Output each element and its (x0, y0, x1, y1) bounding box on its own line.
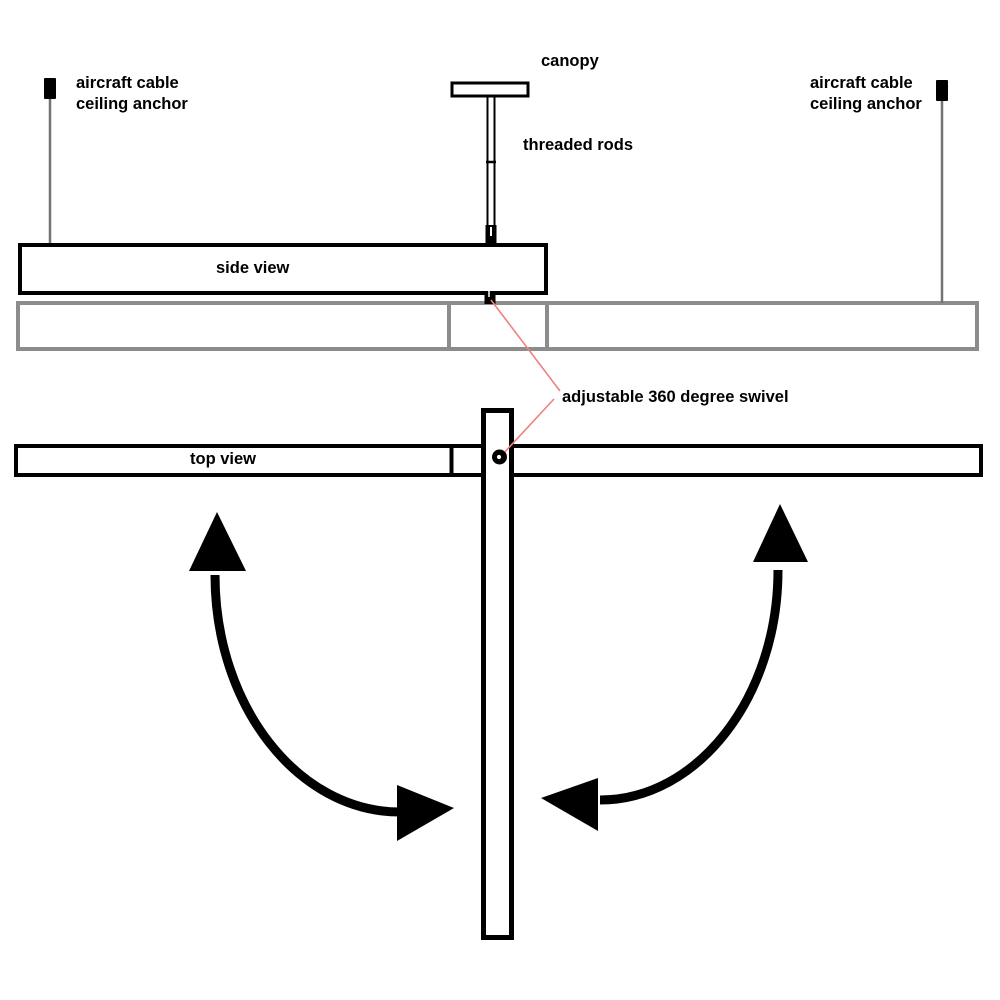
rotation-arrowhead-right-up-icon (753, 504, 808, 562)
rotation-arc-left (215, 575, 400, 812)
label-swivel-callout: adjustable 360 degree swivel (562, 388, 789, 406)
canopy-plate (452, 83, 528, 96)
label-top-view: top view (190, 450, 257, 468)
label-threaded-rods: threaded rods (523, 136, 634, 154)
label-anchor-left-line2: ceiling anchor (76, 95, 188, 113)
label-anchor-right (810, 73, 922, 115)
label-anchor-right-line2: ceiling anchor (810, 95, 922, 113)
ceiling-anchor-right-icon (936, 80, 948, 101)
label-anchor-left (76, 73, 188, 115)
label-side-view: side view (216, 259, 290, 277)
label-anchor-right-line1: aircraft cable (810, 74, 913, 92)
rotation-arrowhead-left-right-icon (397, 785, 454, 841)
rotation-arrowhead-right-left-icon (541, 778, 598, 831)
label-canopy: canopy (541, 52, 599, 70)
rod-coupler (486, 225, 497, 243)
rotation-arrowhead-left-up-icon (189, 512, 246, 571)
label-anchor-left-line1: aircraft cable (76, 74, 179, 92)
top-view-vertical-bar (481, 408, 514, 940)
ceiling-anchor-left-icon (44, 78, 56, 99)
rotated-fixture-bar-ghost (16, 301, 979, 351)
rotation-arc-right (600, 570, 778, 800)
